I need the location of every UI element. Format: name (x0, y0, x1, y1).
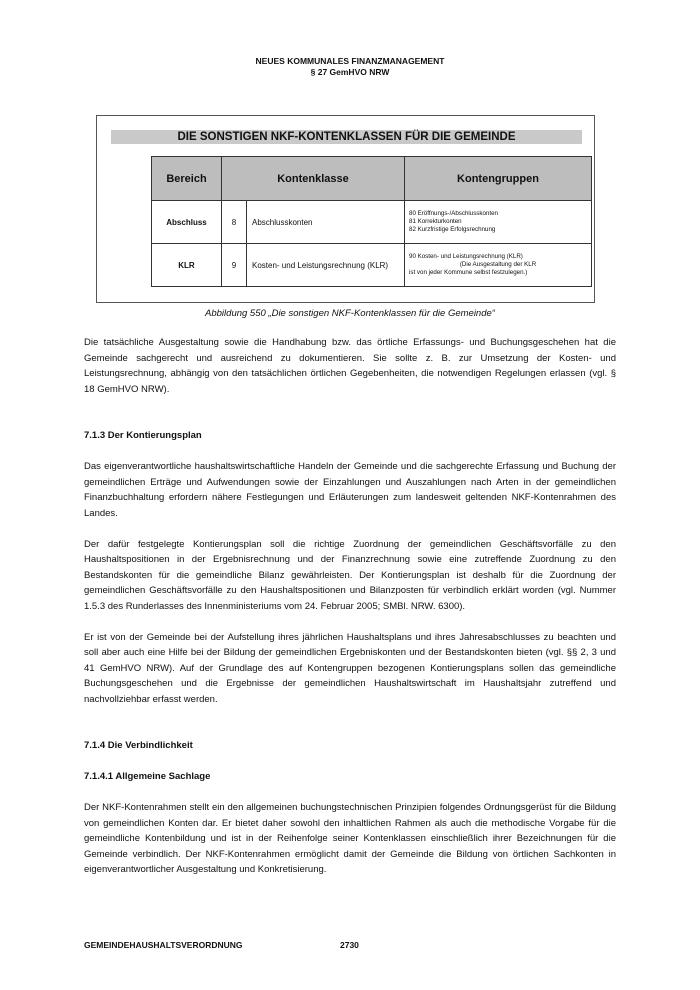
page-number: 2730 (340, 940, 359, 950)
table-header-row (152, 157, 592, 201)
section-heading: 7.1.3 Der Kontierungsplan (84, 430, 202, 441)
paragraph: Das eigenverantwortliche haushaltswirtschaftliche Handeln der Gemeinde und die sachgerechte Erfassung und Buchung der gemeindlichen Erträge und Aufwendungen sowie der Einzahlungen und Auszahlungen nach Arten in der gemeindlichen Finanzbuchhaltung erfordern nähere Festlegungen und Erläuterungen zum landesweit geltenden NKF-Kontenrahmen des Landes. (84, 461, 616, 519)
subsection-heading: 7.1.4.1 Allgemeine Sachlage (84, 771, 211, 782)
cell-kontenklasse: Abschlusskonten (247, 201, 405, 244)
cell-kontengruppen (405, 201, 592, 244)
figure-frame (96, 115, 595, 303)
table-row (152, 244, 592, 287)
column-header-bereich: Bereich (152, 157, 222, 201)
running-header (0, 56, 700, 78)
header-title: NEUES KOMMUNALES FINANZMANAGEMENT (255, 56, 445, 66)
group-line: 81 Korrekturkonten (409, 218, 462, 225)
cell-bereich: Abschluss (152, 201, 222, 244)
cell-kontengruppen (405, 244, 592, 287)
cell-bereich: KLR (152, 244, 222, 287)
main-content (84, 335, 616, 893)
group-line: ist von jeder Kommune selbst festzulegen.) (409, 269, 528, 276)
table-row (152, 201, 592, 244)
header-section: § 27 GemHVO NRW (310, 67, 390, 77)
group-line: 80 Eröffnungs-/Abschlusskonten (409, 210, 498, 217)
page-footer (84, 940, 616, 950)
paragraph: Er ist von der Gemeinde bei der Aufstellung ihres jährlichen Haushaltsplans und ihres Jahresabschlusses zu beachten und soll aber auch eine Hilfe bei der Bildung der gemeindlichen Ergebniskonten und der Bestandskonten bieten (vgl. §§ 2, 3 und 41 GemHVO NRW). Auf der Grundlage des auf Kontengruppen bezogenen Kontierungsplans sollen das gemeindliche Buchungsgeschehen und die Ergebnisse der gemeindlichen Haushaltswirtschaft im Haushaltsjahr zutreffend und nachvollziehbar erfasst werden. (84, 631, 616, 705)
group-line: 90 Kosten- und Leistungsrechnung (KLR) (409, 253, 523, 260)
section-heading: 7.1.4 Die Verbindlichkeit (84, 740, 193, 751)
cell-nr: 9 (222, 244, 247, 287)
kontenklassen-table (151, 156, 592, 287)
cell-kontenklasse: Kosten- und Leistungsrechnung (KLR) (247, 244, 405, 287)
column-header-kontenklasse: Kontenklasse (222, 157, 405, 201)
paragraph: Die tatsächliche Ausgestaltung sowie die Handhabung bzw. das örtliche Erfassungs- und Buchungsgeschehen hat die Gemeinde sachgerecht und ausreichend zu dokumentieren. Sie sollte z. B. zur Umsetzung der Kosten- und Leistungsrechnung, abhängig von den tatsächlichen örtlichen Gegebenheiten, die notwendigen Regelungen erlassen (vgl. § 18 GemHVO NRW). (84, 337, 616, 395)
column-header-kontengruppen: Kontengruppen (405, 157, 592, 201)
group-line: 82 Kurzfristige Erfolgsrechnung (409, 226, 496, 233)
group-line: (Die Ausgestaltung der KLR (459, 261, 537, 268)
figure-title: DIE SONSTIGEN NKF-KONTENKLASSEN FÜR DIE GEMEINDE (111, 130, 582, 144)
cell-nr: 8 (222, 201, 247, 244)
paragraph: Der dafür festgelegte Kontierungsplan soll die richtige Zuordnung der gemeindlichen Geschäftsvorfälle zu den Haushaltspositionen in der Ergebnisrechnung und der Finanzrechnung sowie eine zutreffende Zuordnung zu den Bestandskonten für die gemeindliche Bilanz gewährleisten. Der Kontierungsplan ist deshalb für die Zuordnung der gemeindlichen Geschäftsvorfälle zu den Haushaltspositionen und Bilanzposten für verbindlich erklärt worden (vgl. Nummer 1.5.3 des Runderlasses des Innenministeriums vom 24. Februar 2005; SMBl. NRW. 6300). (84, 538, 616, 612)
paragraph: Der NKF-Kontenrahmen stellt ein den allgemeinen buchungstechnischen Prinzipien folgendes Ordnungsgerüst für die Bildung von gemeindlichen Konten dar. Er bietet daher sowohl den inhaltlichen Rahmen als auch die methodische Vorgabe für die gemeindliche Kontenbildung und ist in der Reihenfolge seiner Kontenklassen einschließlich ihrer Bezeichnungen für die Gemeinde verbindlich. Der NKF-Kontenrahmen ermöglicht damit der Gemeinde die Bildung von örtlichen Sachkonten in eigenverantwortlicher Ausgestaltung und Konkretisierung. (84, 802, 616, 875)
figure-caption: Abbildung 550 „Die sonstigen NKF-Kontenklassen für die Gemeinde“ (205, 308, 495, 319)
footer-title: GEMEINDEHAUSHALTSVERORDNUNG (84, 940, 243, 950)
